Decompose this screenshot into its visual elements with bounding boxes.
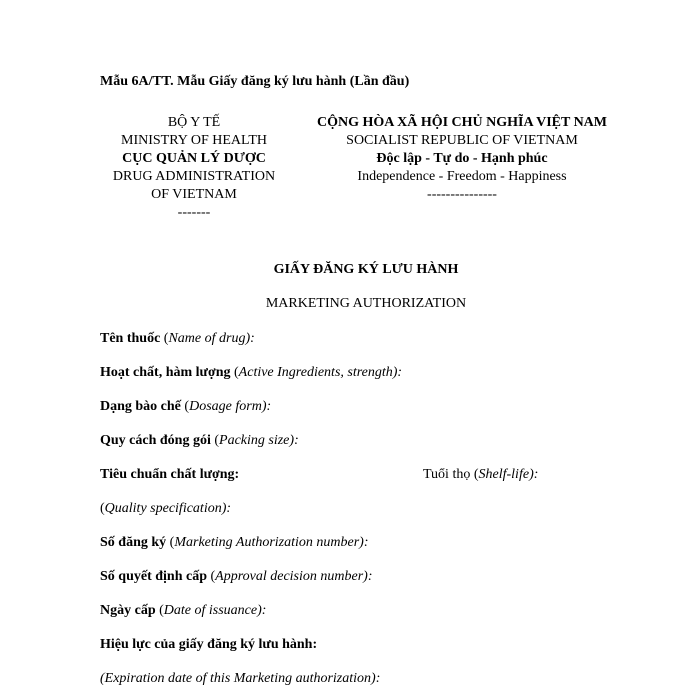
left-header-rule: ------- xyxy=(177,205,211,220)
field-label: Số đăng ký xyxy=(100,535,167,550)
field-issue-date: Ngày cấp (Date of issuance): xyxy=(100,603,267,618)
right-header-rule: --------------- xyxy=(427,187,497,202)
agency-en-line2: OF VIETNAM xyxy=(151,187,237,202)
ministry-en: MINISTRY OF HEALTH xyxy=(121,133,267,148)
field-label-en: Marketing Authorization number xyxy=(174,535,360,550)
field-label-en: Date of issuance xyxy=(163,603,258,618)
field-active-ingredients: Hoạt chất, hàm lượng (Active Ingredients, strength): xyxy=(100,365,403,380)
motto-vn: Độc lập - Tự do - Hạnh phúc xyxy=(376,151,548,166)
field-label-en: Active Ingredients, strength xyxy=(238,365,393,380)
agency-vn: CỤC QUẢN LÝ DƯỢC xyxy=(122,151,266,166)
field-label-en: Dosage form xyxy=(189,399,262,414)
field-label-en: (Expiration date of this Marketing authorization): xyxy=(100,671,381,686)
field-label: Tiêu chuẩn chất lượng: xyxy=(100,467,240,482)
field-label-en: Packing size xyxy=(219,433,290,448)
form-code: Mẫu 6A/TT. Mẫu Giấy đăng ký lưu hành (Lần đầu) xyxy=(100,74,410,89)
field-drug-name: Tên thuốc (Name of drug): xyxy=(100,331,255,346)
document-title-vn: GIẤY ĐĂNG KÝ LƯU HÀNH xyxy=(273,262,459,277)
national-motto-header xyxy=(294,114,630,204)
field-quality-specification xyxy=(100,467,239,483)
field-label-en: Name of drug xyxy=(168,331,246,346)
field-label: Hoạt chất, hàm lượng xyxy=(100,365,231,380)
field-dosage-form: Dạng bào chế (Dosage form): xyxy=(100,399,272,414)
field-label: Dạng bào chế xyxy=(100,399,181,414)
field-label-en: Quality specification xyxy=(104,501,222,516)
field-shelf-life: Tuổi thọ (Shelf-life): xyxy=(423,467,539,482)
field-validity-en xyxy=(100,671,380,687)
field-packing-size: Quy cách đóng gói (Packing size): xyxy=(100,433,299,448)
field-label: Số quyết định cấp xyxy=(100,569,207,584)
country-name-en: SOCIALIST REPUBLIC OF VIETNAM xyxy=(346,133,578,148)
field-decision-number: Số quyết định cấp (Approval decision number): xyxy=(100,569,373,584)
field-label-en: Approval decision number xyxy=(215,569,364,584)
agency-en-line1: DRUG ADMINISTRATION xyxy=(112,169,276,184)
issuing-authority-header xyxy=(96,114,292,222)
motto-en: Independence - Freedom - Happiness xyxy=(357,169,567,184)
field-label: Quy cách đóng gói xyxy=(100,433,211,448)
field-label-en: Shelf-life xyxy=(478,467,530,482)
ministry-vn: BỘ Y TẾ xyxy=(167,115,221,130)
field-quality-specification-en: (Quality specification): xyxy=(100,501,232,516)
document-title-en: MARKETING AUTHORIZATION xyxy=(265,296,467,311)
field-label: Hiệu lực của giấy đăng ký lưu hành: xyxy=(100,637,318,652)
field-registration-number: Số đăng ký (Marketing Authorization number): xyxy=(100,535,369,550)
field-label: Tên thuốc xyxy=(100,331,161,346)
field-label: Ngày cấp xyxy=(100,603,156,618)
country-name-vn: CỘNG HÒA XÃ HỘI CHỦ NGHĨA VIỆT NAM xyxy=(316,115,607,130)
field-label: Tuổi thọ xyxy=(423,467,471,482)
field-validity xyxy=(100,637,317,653)
